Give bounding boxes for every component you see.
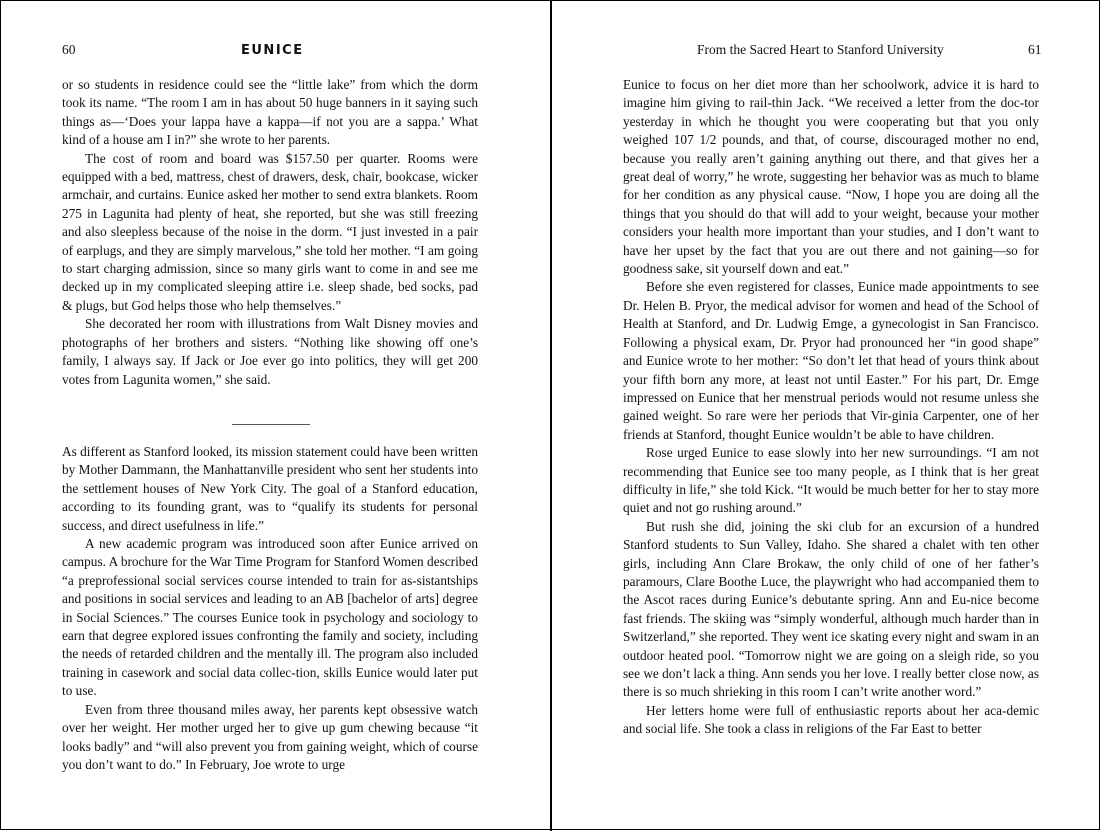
paragraph: A new academic program was introduced soon after Eunice arrived on campus. A brochure for the War Time Program for Stanford Women described “a preprofessional social services course intended to train for as-sistantships and positions in social services and leading to an AB [bachelor of arts] degree in Social Sciences.” The courses Eunice took in psychology and sociology to earn that degree explored issues confronting the family and society, including the needs of retarded children and the mentally ill. The program also included training in casework and social data collec-tion, skills Eunice would later put to use. [62, 536, 478, 699]
paragraph: Rose urged Eunice to ease slowly into her new surroundings. “I am not recommending that Eunice see too many people, as I think that is her great difficulty in life,” she told Kick. “It would be much better for her to stay more quiet and not go rushing around.” [623, 445, 1039, 516]
section-break-rule [232, 424, 310, 425]
right-page [552, 1, 1100, 831]
paragraph: As different as Stanford looked, its mission statement could have been written by Mother Dammann, the Manhattanville president who sent her students into the settlement houses of New York City. The goal of a Stanford education, according to its founding grant, was to “qualify its students for personal success, and direct usefulness in life.” [62, 444, 478, 533]
paragraph: Even from three thousand miles away, her parents kept obsessive watch over her weight. Her mother urged her to give up gum chewing because “it looks badly” and “will also prevent you from gaining weight, which of course you don’t want to do.” In February, Joe wrote to urge [62, 701, 478, 772]
left-section-2 [62, 443, 478, 774]
page-number-left: 60 [62, 42, 76, 57]
page-number-right: 61 [1028, 42, 1042, 57]
running-head-left: EUNICE [241, 43, 304, 58]
paragraph: The cost of room and board was $157.50 per quarter. Rooms were equipped with a bed, mattress, chest of drawers, desk, chair, bookcase, wicker armchair, and curtains. Eunice asked her mother to send extra blankets. Room 275 in Lagunita had plenty of heat, she reported, but she was still freezing and also sleepless because of the noise in the dorm. “I just invested in a pair of earplugs, and they are simply marvelous,” she told her mother. “I am going to start charging admission, since so many girls want to come in and see me decked up in my complicated sleeping attire i.e. sleep shade, bed socks, pad & plugs, but God helps those who help themselves.” [62, 150, 478, 313]
paragraph: She decorated her room with illustrations from Walt Disney movies and photographs of her brothers and sisters. “Nothing like showing off one’s family, I always say. If Jack or Joe ever go into politics, they will get 200 votes from Lagunita women,” she said. [62, 316, 478, 387]
paragraph: or so students in residence could see the “little lake” from which the dorm took its name. “The room I am in has about 50 huge banners in it saying such things as—‘Does your lappa have a kappa—if not you are a sappa.’ What kind of a house am I in?” she wrote to her parents. [62, 77, 478, 148]
left-page [1, 1, 550, 831]
paragraph: Her letters home were full of enthusiastic reports about her aca-demic and social life. She took a class in religions of the Far East to better [623, 702, 1039, 737]
right-body [623, 76, 1039, 739]
left-section-1 [62, 76, 478, 389]
paragraph: But rush she did, joining the ski club for an excursion of a hundred Stanford students to Sun Valley, Idaho. She shared a chalet with ten other girls, including Ann Clare Brokaw, the only child of one of her father’s paramours, Clare Boothe Luce, the playwright who had accompanied them to the Ascot races during Eunice’s debutante spring. Ann and Eu-nice become fast friends. The skiing was “simply wonderful, although much harder than in Switzerland,” she reported. They went ice skating every night and swam in an outdoor heated pool. “Tomorrow night we are going on a sleigh ride, so you see we don’t lack a thing. Ann sends you her love. I really better close now, as there is so much shrieking in this room I can’t write another word.” [623, 518, 1039, 700]
running-head-right: From the Sacred Heart to Stanford University [697, 42, 944, 57]
paragraph: Before she even registered for classes, Eunice made appointments to see Dr. Helen B. Pryor, the medical advisor for women and head of the School of Health at Stanford, and Dr. Ludwig Emge, a gynecologist in San Francisco. Following a physical exam, Dr. Pryor had pronounced her “in good shape” and Eunice wrote to her mother: “So don’t let that head of yours think about your fifth born any more, at least not until Easter.” For his part, Dr. Emge impressed on Eunice that her menstrual periods would not resume unless she gained weight. So rare were her periods that Vir-ginia Carpenter, one of her friends at Stanford, thought Eunice wouldn’t be able to have children. [623, 279, 1039, 442]
paragraph: Eunice to focus on her diet more than her schoolwork, advice it is hard to imagine him giving to rail-thin Jack. “We received a letter from the doc-tor yesterday in which he thought you were cooperating but that you only weighed 107 1/2 pounds, and that, of course, discouraged mother no end, because you really aren’t gaining anything out there, and that gives her a great deal of worry,” he wrote, suggesting her behavior was as much to blame for her condition as any physical cause. “Now, I hope you are doing all the things that you should do that will add to your weight, because your mother considers your health more important than your studies, and I don’t want to have her upset by the fact that you are out there and not gaining—so for goodness sake, sit yourself down and eat.” [623, 77, 1039, 277]
